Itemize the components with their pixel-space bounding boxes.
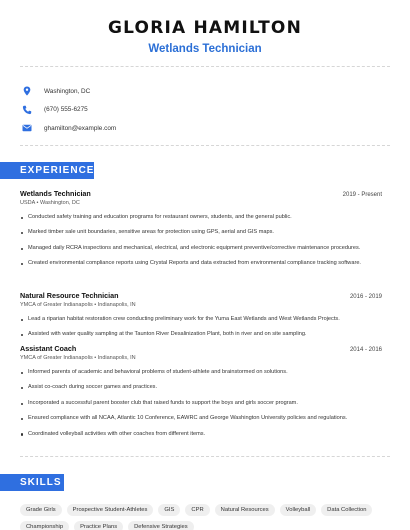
job-title: Wetlands Technician bbox=[20, 189, 91, 198]
skill-tag: Defensive Strategies bbox=[128, 521, 194, 530]
contact-phone bbox=[20, 101, 390, 120]
skill-tag: Prospective Student-Athletes bbox=[67, 504, 154, 516]
job-bullets bbox=[20, 214, 382, 268]
skills-heading: SKILLS bbox=[0, 474, 64, 491]
phone-icon bbox=[22, 105, 32, 115]
bullet: Ensured compliance with all NCAA, Atlantic 10 Conference, EAWRC and George Washington University policies and regulations. bbox=[20, 415, 382, 423]
job-org: USDA • Washington, DC bbox=[20, 200, 80, 206]
skill-tag: Grade Girls bbox=[20, 504, 62, 516]
bullet: Marked timber sale unit boundaries, sensitive areas for protection using GPS, aerial and GIS maps. bbox=[20, 229, 382, 237]
contact-email bbox=[20, 119, 390, 138]
experience-heading: EXPERIENCE bbox=[0, 162, 94, 179]
skill-tag: Data Collection bbox=[321, 504, 372, 516]
bullet: Conducted safety training and education programs for restaurant owners, students, and the general public. bbox=[20, 214, 382, 222]
bullet: Incorporated a successful parent booster club that raised funds to support the boys and girls soccer program. bbox=[20, 400, 382, 408]
job-entry bbox=[20, 291, 382, 347]
location-pin-icon bbox=[22, 86, 32, 96]
job-org: YMCA of Greater Indianapolis • Indianapolis, IN bbox=[20, 355, 136, 361]
job-bullets bbox=[20, 316, 382, 339]
job-entry bbox=[20, 344, 382, 446]
divider bbox=[20, 456, 390, 457]
skills-list bbox=[20, 504, 390, 530]
job-entry bbox=[20, 189, 382, 276]
job-title: Assistant Coach bbox=[20, 344, 77, 353]
job-dates: 2016 - 2019 bbox=[349, 294, 382, 300]
contact-location bbox=[20, 82, 390, 101]
job-org: YMCA of Greater Indianapolis • Indianapolis, IN bbox=[20, 302, 136, 308]
job-dates: 2019 - Present bbox=[342, 192, 382, 198]
phone-text[interactable]: (670) 555-6275 bbox=[44, 106, 88, 114]
bullet: Created environmental compliance reports using Crystal Reports and data extracted from environmental compliance tracking software. bbox=[20, 260, 382, 268]
skill-tag: Practice Plans bbox=[74, 521, 123, 530]
divider bbox=[20, 145, 390, 146]
bullet: Informed parents of academic and behavioral problems of student-athlete and brainstormed on solutions. bbox=[20, 369, 382, 377]
location-text: Washington, DC bbox=[44, 87, 91, 95]
job-title: Natural Resource Technician bbox=[20, 291, 119, 300]
divider bbox=[20, 66, 390, 67]
skill-tag: Volleyball bbox=[280, 504, 317, 516]
job-dates: 2014 - 2016 bbox=[349, 347, 382, 353]
bullet: Coordinated volleyball activities with other coaches from different items. bbox=[20, 431, 382, 439]
bullet: Assist co-coach during soccer games and practices. bbox=[20, 384, 382, 392]
contact-list bbox=[20, 82, 390, 138]
bullet: Assisted with water quality sampling at the Taunton River Desalinization Plant, both in river and on site sampling. bbox=[20, 331, 382, 339]
skill-tag: Championship bbox=[20, 521, 69, 530]
candidate-title: Wetlands Technician bbox=[148, 43, 262, 55]
mail-icon bbox=[22, 123, 32, 133]
skill-tag: GIS bbox=[158, 504, 180, 516]
skill-tag: Natural Resources bbox=[215, 504, 275, 516]
skill-tag: CPR bbox=[185, 504, 209, 516]
job-bullets bbox=[20, 369, 382, 438]
resume-header bbox=[0, 18, 410, 56]
bullet: Lead a riparian habitat restoration crew conducting preliminary work for the Yuma East Wetlands and West Wetlands Projects. bbox=[20, 316, 382, 324]
candidate-name: GLORIA HAMILTON bbox=[107, 18, 303, 38]
bullet: Managed daily RCRA inspections and mechanical, electrical, and electronic equipment preventive/corrective maintenance procedures. bbox=[20, 245, 382, 253]
email-text[interactable]: ghamilton@example.com bbox=[44, 124, 117, 132]
